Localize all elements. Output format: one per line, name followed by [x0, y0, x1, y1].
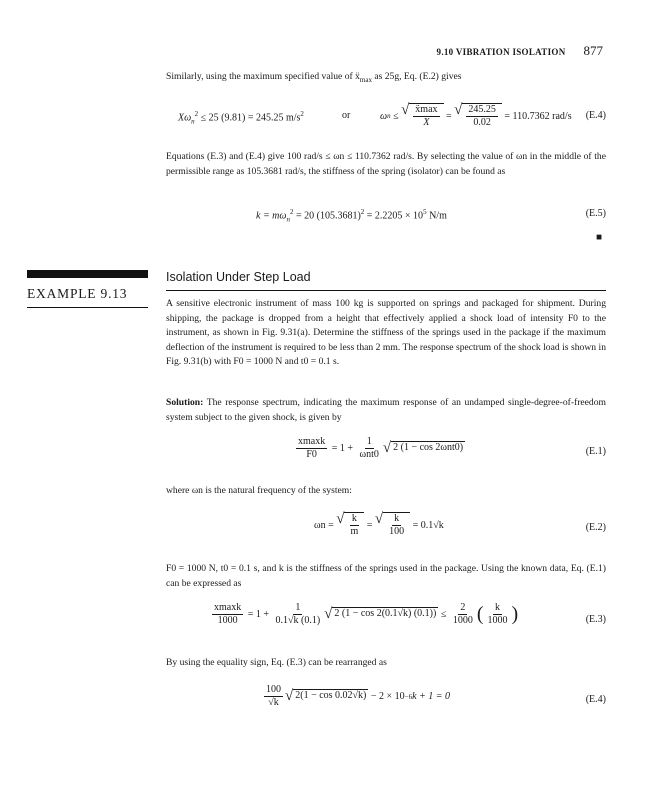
e2-frac1-num: k [351, 513, 357, 524]
eq4-sqrt-2: √ $\frac{245.25}{0.02}$ [454, 103, 502, 129]
paragraph-equations: Equations (E.3) and (E.4) give 100 rad/s ≤ ωn ≤ 110.7362 rad/s. By selecting the value of ωn in the middle of the permissible range as 105.3681 rad/s, the stiffness of the spring (isolator) can be found as [166, 151, 606, 177]
e3-frac-num: 1 [295, 602, 301, 613]
e1-mid: = 1 + [331, 443, 353, 454]
running-header [0, 42, 603, 60]
e3-p-den: 1000 [487, 615, 508, 626]
equation-e4-bottom [166, 684, 606, 724]
eq4-number: (E.4) [585, 110, 606, 121]
equation-e2 [166, 512, 606, 546]
eq4-left: Xω [178, 112, 192, 124]
where-line: where ωn is the natural frequency of the system: [166, 485, 352, 496]
equation-e3 [166, 602, 606, 642]
e4b-sqrt: 2(1 − cos 0.02√k) [293, 689, 368, 704]
e1-expression: $\frac{xmaxk}{F0}$ = 1 + $\frac{1}{\text{ωnt0}}$ √ 2 (1 − cos 2ωnt0) [298, 436, 464, 460]
para1-end: as 25g, Eq. (E.2) gives [371, 71, 462, 82]
e2-number: (E.2) [585, 522, 606, 533]
example-bar-thick [27, 270, 148, 278]
eq5-unit: N/m [426, 210, 447, 222]
e1-lhs-num: xmaxk [298, 436, 326, 447]
page-number: 877 [583, 43, 603, 58]
e2-result: = 0.1√k [412, 519, 444, 531]
e2-frac2-num: k [394, 513, 400, 524]
e3-r-num: 2 [460, 602, 466, 613]
equation-e4-top [166, 100, 606, 134]
e4b-frac-num: 100 [266, 684, 281, 695]
e3-sqrt: 2 (1 − cos 2(0.1√k) (0.1)) [332, 607, 438, 622]
e3-number: (E.3) [585, 614, 606, 625]
e2-expression: ωn = √ $\frac{k}{m}$ = √ $\frac{k}{100}$ = 0.1√k [314, 511, 444, 537]
e3-frac-den: 0.1√k (0.1) [275, 615, 321, 626]
solution-text: The response spectrum, indicating the maximum response of an undamped single-degree-of-freedom system subject to the given shock, is given by [166, 397, 606, 423]
e1-frac-den: ωnt0 [359, 449, 379, 460]
e3-le: ≤ [440, 609, 447, 620]
e4b-expression: $\frac{100}{√k}$ √ 2(1 − cos 0.02√k) − 2 × 10 −6 k + 1 = 0 [266, 684, 451, 708]
e3-r-den: 1000 [452, 615, 473, 626]
e1-number: (E.1) [585, 446, 606, 457]
e4b-exp: −6 [404, 692, 413, 701]
e1-frac-num: 1 [366, 436, 372, 447]
eq5-rest: = 20 (105.3681) [293, 210, 361, 222]
eq5-expression: $k = m\omega_n^2 = 20$ $(105.3681)^2 = 2.2205 \times 10^5$ N/m [256, 208, 447, 224]
eq4-right-expression: ω n ≤ √ $\frac{\text{ẍmax}}{X}$ = √ $\frac{245.25}{0.02}$ = 110.7362 rad/s [380, 102, 572, 128]
e2-frac1-den: m [350, 526, 359, 537]
equation-e1 [166, 436, 606, 470]
eq4-sqrt-1: √ $\frac{\text{ẍmax}}{X}$ [401, 103, 443, 129]
para1-text: Similarly, using the maximum specified value of ẍ [166, 71, 360, 82]
section-title: 9.10 VIBRATION ISOLATION [436, 47, 566, 57]
eq4-frac2-den: 0.02 [473, 117, 491, 128]
paragraph-max-acceleration [166, 70, 606, 88]
e2-eq: = [366, 519, 373, 531]
e1-sqrt: 2 (1 − cos 2ωnt0) [391, 441, 465, 456]
e3-expression: $\frac{xmaxk}{1000}$ = 1 + $\frac{1}{0.1√k (0.1)}$ √ 2 (1 − cos 2(0.1√k) (0.1)) ≤ $\frac{2}{1000}$ ( $\frac{k}{1000}$ ) [214, 602, 519, 626]
equation-e5 [166, 208, 606, 224]
eq4-frac-num: ẍmax [415, 104, 438, 115]
eq4-frac2-num: 245.25 [468, 104, 496, 115]
e3-lhs-num: xmaxk [214, 602, 242, 613]
example-title-rule [166, 290, 606, 291]
e3-lhs-den: 1000 [217, 615, 238, 626]
e4b-tail: k + 1 = 0 [412, 691, 451, 702]
paragraph-known-data: F0 = 1000 N, t0 = 0.1 s, and k is the stiffness of the springs used in the package. Using the known data, Eq. (E.1) can be expressed as [166, 563, 606, 589]
e4b-number: (E.4) [585, 694, 606, 705]
e4b-rest: − 2 × 10 [370, 691, 405, 702]
e4b-frac-den: √k [268, 697, 279, 708]
eq5-rest2: = 2.2205 × 10 [364, 210, 424, 222]
example-problem: A sensitive electronic instrument of mass 100 kg is supported on springs and packaged for shipment. During shipping, the package is dropped from a height that effectively applied a shock load of intensity F0 to the instrument, as shown in Fig. 9.31(a). Determine the stiffness of the springs used in the package if the maximum deflection of the instrument is required to be less than 2 mm. The response spectrum of the shock load is shown in Fig. 9.31(b) with F0 = 1000 N and t0 = 0.1 s. [166, 298, 606, 368]
para1-sub: max [359, 75, 372, 84]
e2-frac2-den: 100 [389, 526, 405, 537]
solution-paragraph [166, 396, 606, 425]
example-title: Isolation Under Step Load [166, 270, 311, 284]
eq4-result: = 110.7362 rad/s [504, 110, 572, 122]
eq5-number: (E.5) [585, 208, 606, 219]
example-bar-thin [27, 307, 148, 308]
solution-label: Solution: [166, 397, 204, 408]
eq5-start: k = mω [256, 210, 287, 222]
example-label: EXAMPLE 9.13 [27, 286, 128, 301]
paragraph-rearranged: By using the equality sign, Eq. (E.3) can be rearranged as [166, 657, 387, 668]
eq4-omega: ω [380, 110, 388, 122]
end-of-example-mark: ■ [596, 232, 603, 243]
e3-p-num: k [495, 602, 501, 613]
e1-lhs-den: F0 [306, 449, 317, 460]
eq4-le: ≤ [393, 110, 399, 122]
eq4-or [342, 110, 350, 121]
eq4-mid: ≤ 25 (9.81) = 245.25 m/s [198, 112, 301, 124]
e2-lhs: ωn = [314, 519, 334, 531]
eq4-frac-den: X [423, 117, 430, 128]
eq4-left-expression: $X\omega_n^2 \le 25$ (9.81) = 245.25 $m/s^2$ [178, 110, 304, 126]
eq4-or-text: or [342, 110, 351, 121]
e3-mid: = 1 + [247, 609, 269, 620]
eq4-eq: = [446, 110, 452, 122]
